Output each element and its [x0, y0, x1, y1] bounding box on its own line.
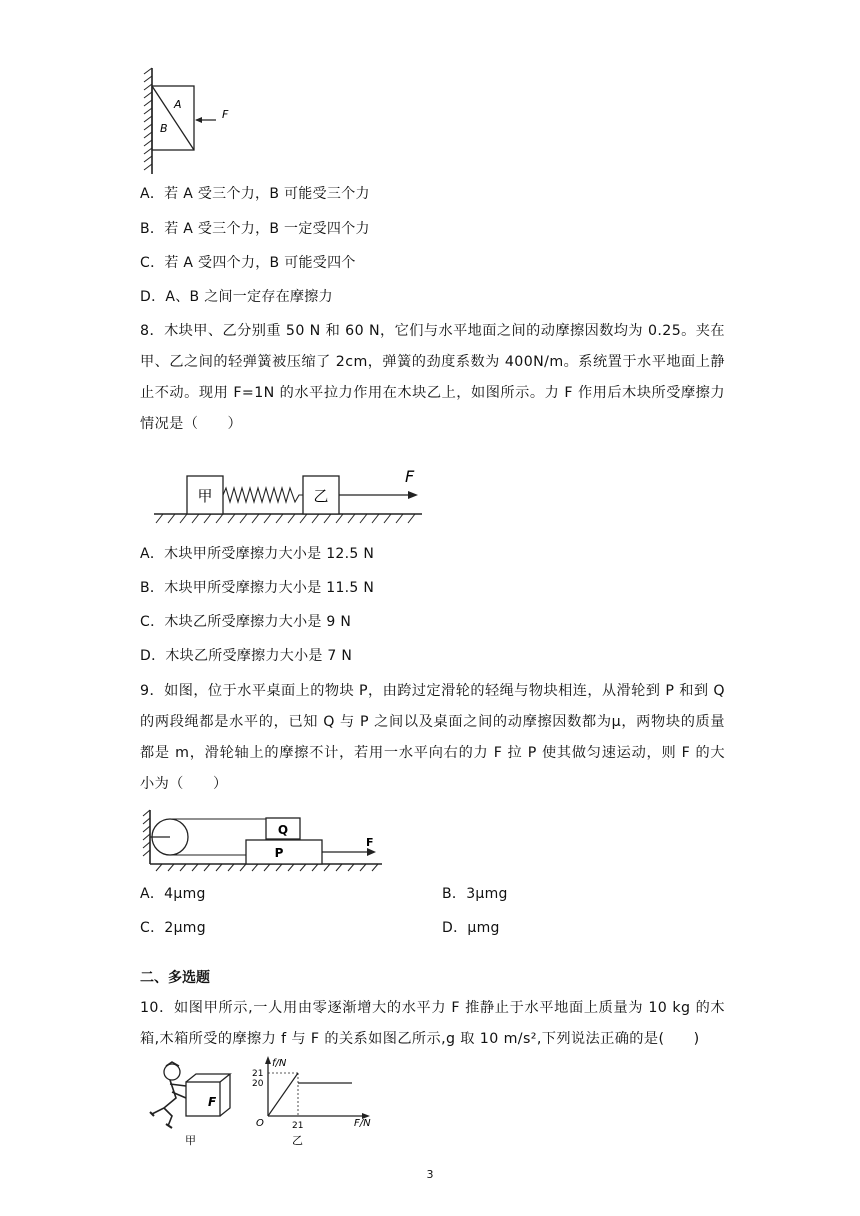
x-tick-21: 21 — [292, 1121, 304, 1131]
caption-yi: 乙 — [292, 1134, 303, 1147]
q8-figure — [150, 462, 430, 526]
q8-stem: 8．木块甲、乙分别重 50 N 和 60 N，它们与水平地面之间的动摩擦因数均为 0.25。夹在甲、乙之间的轻弹簧被压缩了 2cm，弹簧的劲度系数为 400N/m。系统置于水平地面上静止不动。现用 F=1N 的水平拉力作用在木块乙上，如图所示。力 F 作用后木块所受摩擦力情况是（ ） — [140, 323, 725, 432]
x-axis-label: F/N — [354, 1118, 371, 1129]
q7-option-d: D．A、B 之间一定存在摩擦力 — [140, 289, 333, 305]
y-tick-20: 20 — [252, 1079, 264, 1089]
label-q: Q — [277, 823, 289, 837]
label-p: P — [274, 846, 284, 860]
label-b: B — [160, 122, 168, 135]
q9-option-a: A．4μmg — [140, 886, 206, 902]
label-f: F — [208, 1095, 217, 1109]
y-axis-label: f/N — [272, 1058, 287, 1069]
q7-option-b: B．若 A 受三个力，B 一定受四个力 — [140, 221, 370, 237]
q7-figure — [140, 66, 240, 176]
section-heading: 二、多选题 — [140, 970, 210, 986]
q9-option-d: D．μmg — [442, 920, 500, 936]
q10-stem: 10．如图甲所示,一人用由零逐渐增大的水平力 F 推静止于水平地面上质量为 10 kg 的木箱,木箱所受的摩擦力 f 与 F 的关系如图乙所示,g 取 10 m/s²,下列说法正确的是( ) — [140, 1000, 725, 1047]
label-f: F — [222, 108, 229, 121]
label-f: F — [366, 836, 374, 849]
label-f: F — [405, 467, 415, 486]
block-jia: 甲 — [197, 487, 213, 505]
label-a: A — [174, 98, 182, 111]
origin-label: O — [256, 1118, 264, 1129]
caption-jia: 甲 — [185, 1134, 196, 1147]
q9-stem: 9．如图，位于水平桌面上的物块 P，由跨过定滑轮的轻绳与物块相连，从滑轮到 P 和到 Q 的两段绳都是水平的，已知 Q 与 P 之间以及桌面之间的动摩擦因数都为μ，两物块的质量都是 m，滑轮轴上的摩擦不计，若用一水平向右的力 F 拉 P 使其做匀速运动，则 F 的大小为（ ） — [140, 683, 725, 792]
y-tick-21: 21 — [252, 1069, 264, 1079]
page-number: 3 — [426, 1168, 434, 1181]
q7-option-c: C．若 A 受四个力，B 可能受四个 — [140, 255, 356, 271]
q8-option-c: C．木块乙所受摩擦力大小是 9 N — [140, 614, 352, 630]
q8-option-a: A．木块甲所受摩擦力大小是 12.5 N — [140, 546, 375, 562]
block-yi: 乙 — [313, 487, 329, 505]
q10-figure-a — [142, 1058, 242, 1148]
q8-option-d: D．木块乙所受摩擦力大小是 7 N — [140, 648, 353, 664]
q10-figure-b — [252, 1054, 392, 1150]
q8-option-b: B．木块甲所受摩擦力大小是 11.5 N — [140, 580, 375, 596]
q9-option-b: B．3μmg — [442, 886, 508, 902]
q9-figure — [142, 806, 392, 874]
q7-option-a: A．若 A 受三个力，B 可能受三个力 — [140, 186, 370, 202]
q9-option-c: C．2μmg — [140, 920, 206, 936]
